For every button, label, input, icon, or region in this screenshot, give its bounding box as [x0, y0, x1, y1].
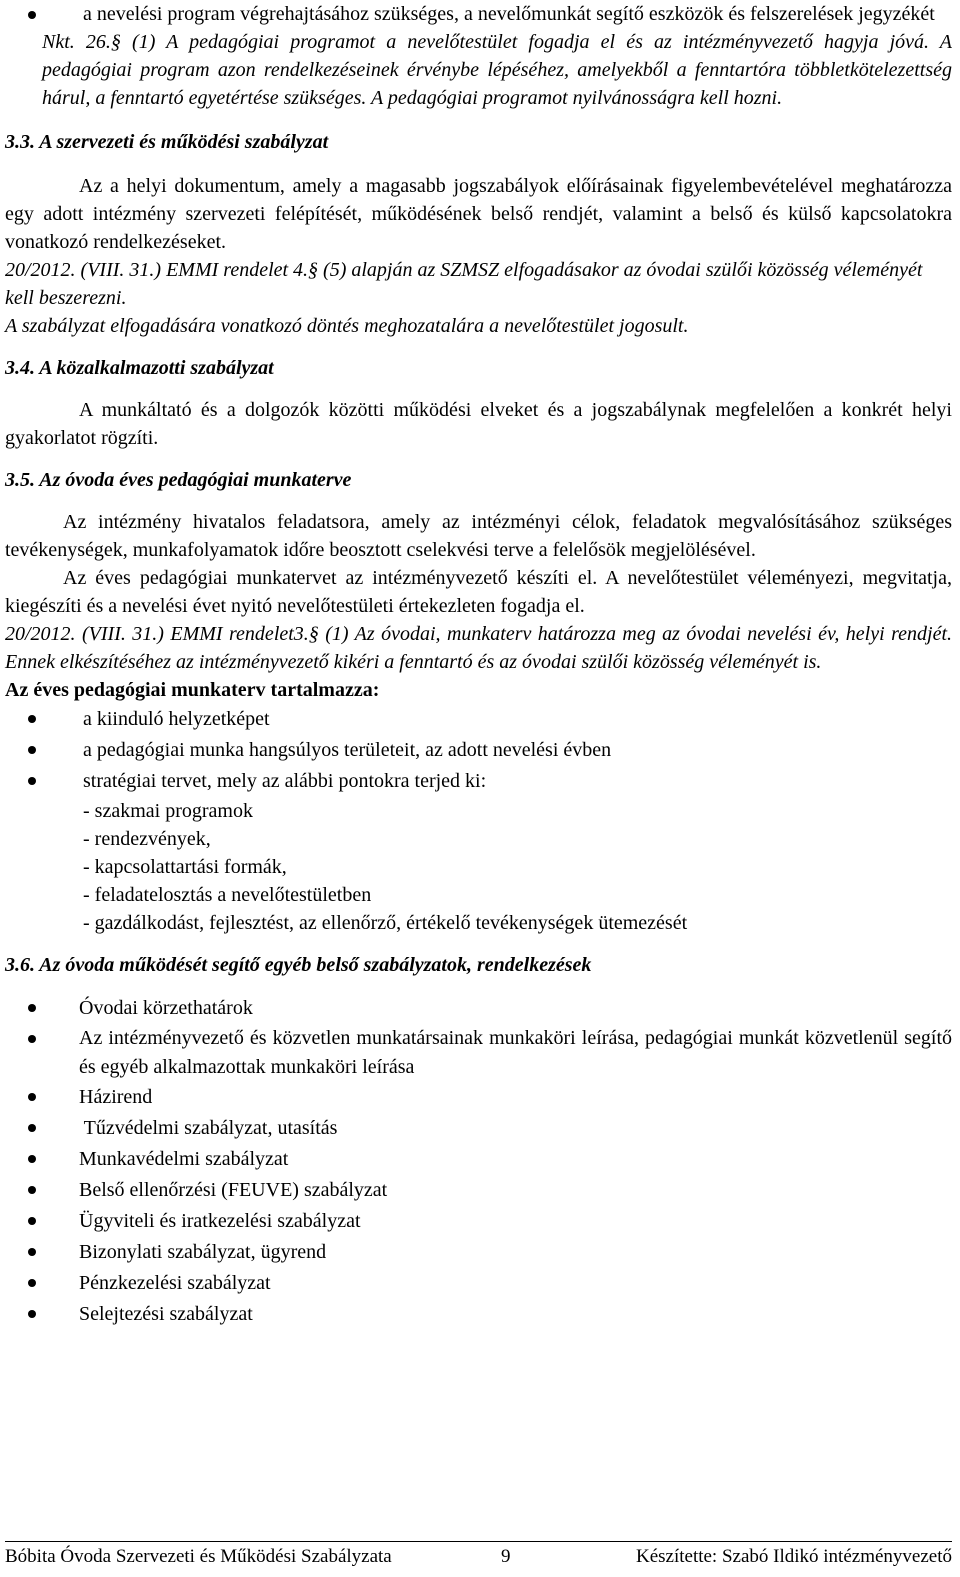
list-item: stratégiai tervet, mely az alábbi pontokra terjed ki:: [5, 766, 952, 797]
list-item: Belső ellenőrzési (FEUVE) szabályzat: [5, 1175, 952, 1206]
list-item: - gazdálkodást, fejlesztést, az ellenőrző, értékelő tevékenységek ütemezését: [83, 912, 688, 934]
section-3-3-paragraph-1: Az a helyi dokumentum, amely a magasabb jogszabályok előírásainak figyelembevételével meghatározza egy adott intézmény szervezeti felépítését, működésének belső rendjét, valamint a belső és külső kapcsolatokra vonatkozó rendelkezéseket.: [5, 175, 952, 253]
list-item: Ügyviteli és iratkezelési szabályzat: [5, 1206, 952, 1237]
list-item: Az intézményvezető és közvetlen munkatársainak munkaköri leírása, pedagógiai munkát közvetlenül segítő és egyéb alkalmazottak munkaköri leírása: [5, 1024, 952, 1082]
section-3-5-paragraph-2: Az éves pedagógiai munkatervet az intézményvezető készíti el. A nevelőtestület véleményezi, megvitatja, kiegészíti és a nevelési évet nyitó nevelőtestületi értekezleten fogadja el.: [5, 567, 952, 617]
list-item: Munkavédelmi szabályzat: [5, 1144, 952, 1175]
list-item: a kiinduló helyzetképet: [5, 704, 952, 735]
footer-page-number: 9: [501, 1546, 511, 1567]
section-3-6-bullet-list: [5, 993, 952, 1330]
list-item: Pénzkezelési szabályzat: [5, 1268, 952, 1299]
list-item: Selejtezési szabályzat: [5, 1299, 952, 1330]
footer-author: Készítette: Szabó Ildikó intézményvezető: [635, 1546, 952, 1567]
list-item: Óvodai körzethatárok: [5, 993, 952, 1024]
intro-paragraph: Nkt. 26.§ (1) A pedagógiai programot a nevelőtestület fogadja el és az intézményvezető hagyja jóvá. A pedagógiai program azon rendelkezéseinek érvénybe lépéséhez, amelyekből a fenntartóra többletkötelezettség hárul, a fenntartó egyetértése szükséges. A pedagógiai programot nyilvánosságra kell hozni.: [42, 31, 952, 109]
section-3-3-paragraph-2: 20/2012. (VIII. 31.) EMMI rendelet 4.§ (5) alapján az SZMSZ elfogadásakor az óvodai szülői közösség véleményét kell beszerezni.: [5, 259, 923, 309]
section-3-5-heading: 3.5. Az óvoda éves pedagógiai munkaterve: [5, 469, 352, 491]
section-3-3-paragraph-3: A szabályzat elfogadására vonatkozó döntés meghozatalára a nevelőtestület jogosult.: [5, 315, 689, 337]
section-3-5-contents-heading: Az éves pedagógiai munkaterv tartalmazza:: [5, 679, 380, 701]
document-page: [5, 0, 952, 1330]
page-footer: [5, 1541, 952, 1570]
list-item: Tűzvédelmi szabályzat, utasítás: [5, 1113, 952, 1144]
list-item: a pedagógiai munka hangsúlyos területeit, az adott nevelési évben: [5, 735, 952, 766]
section-3-3-heading: 3.3. A szervezeti és működési szabályzat: [5, 131, 329, 153]
section-3-4-paragraph-1: A munkáltató és a dolgozók közötti működési elveket és a jogszabálynak megfelelően a konkrét helyi gyakorlatot rögzíti.: [5, 399, 952, 449]
list-item: Bizonylati szabályzat, ügyrend: [5, 1237, 952, 1268]
list-item: - szakmai programok: [83, 800, 253, 822]
footer-document-title: Bóbita Óvoda Szervezeti és Működési Szabályzata: [5, 1546, 392, 1567]
section-3-5-paragraph-1: Az intézmény hivatalos feladatsora, amely az intézményi célok, feladatok megvalósításához szükséges tevékenységek, munkafolyamatok időre beosztott cselekvési terve a felelősök megjelölésével.: [5, 511, 952, 561]
section-3-5-paragraph-3: 20/2012. (VIII. 31.) EMMI rendelet3.§ (1) Az óvodai, munkaterv határozza meg az óvodai nevelési év, helyi rendjét. Ennek elkészítéséhez az intézményvezető kikéri a fenntartó és az óvodai szülői közösség véleményét is.: [5, 623, 952, 673]
section-3-6-heading: 3.6. Az óvoda működését segítő egyéb belső szabályzatok, rendelkezések: [5, 954, 592, 976]
list-item: - rendezvények,: [83, 828, 211, 850]
list-item: - feladatelosztás a nevelőtestületben: [83, 884, 372, 906]
section-3-4-heading: 3.4. A közalkalmazotti szabályzat: [5, 357, 274, 379]
list-item: Házirend: [5, 1082, 952, 1113]
section-3-5-dash-list: [5, 797, 952, 937]
list-item: - kapcsolattartási formák,: [83, 856, 287, 878]
section-3-5-bullet-list: [5, 704, 952, 797]
intro-bullet: a nevelési program végrehajtásához szükséges, a nevelőmunkát segítő eszközök és felszerelések jegyzékét: [5, 0, 952, 28]
